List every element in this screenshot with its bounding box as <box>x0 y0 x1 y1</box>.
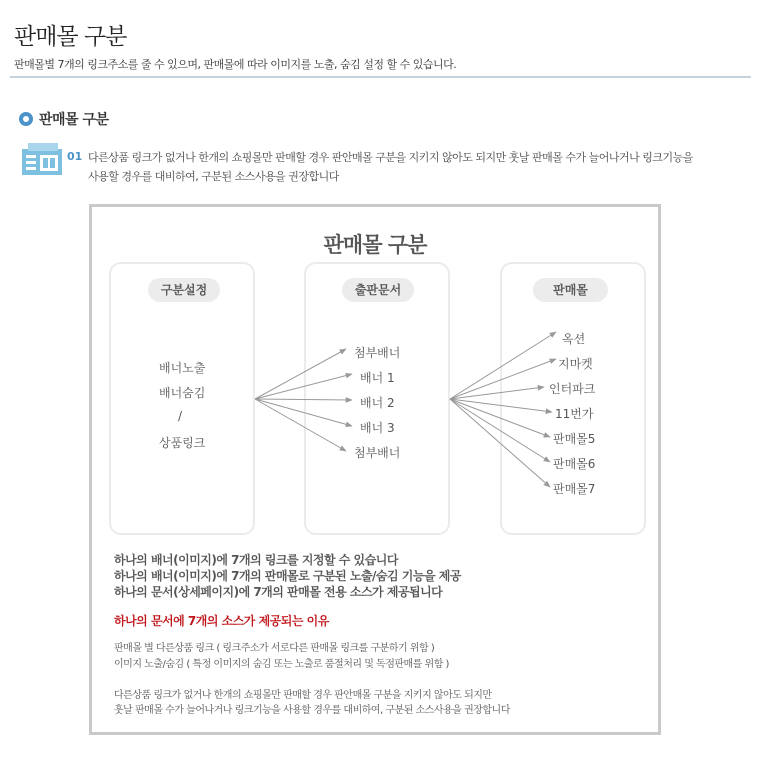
document-item: 첨부배너 <box>354 346 401 360</box>
summary-line: 하나의 배너(이미지)에 7개의 링크를 지정할 수 있습니다 <box>114 553 398 567</box>
reason-line: 이미지 노출/숨김 ( 특정 이미지의 숨김 또는 노출로 품절처리 및 독점판매를 위함 ) <box>114 659 449 670</box>
section-title: 판매몰 구분 <box>39 112 109 128</box>
diagram-frame <box>89 204 661 735</box>
document-item: 배너 1 <box>360 371 395 385</box>
info-text-line-2: 사용할 경우를 대비하여, 구분된 소스사용을 권장합니다 <box>88 170 339 183</box>
info-text-line-1: 다른상품 링크가 없거나 한개의 쇼핑몰만 판매할 경우 판안매몰 구분을 지키지 않아도 되지만 훗날 판매몰 수가 늘어나거나 링크기능을 <box>88 151 693 164</box>
header-divider <box>10 76 751 78</box>
note-line: 훗날 판매몰 수가 늘어나거나 링크기능을 사용할 경우를 대비하여, 구분된 소스사용을 권장합니다 <box>114 705 510 716</box>
document-item: 배너 2 <box>360 396 395 410</box>
mall-item: 판매몰6 <box>553 457 596 471</box>
page-description: 판매몰별 7개의 링크주소를 줄 수 있으며, 판매몰에 따라 이미지를 노출, 숨김 설정 할 수 있습니다. <box>14 58 457 71</box>
store-icon <box>22 143 62 175</box>
reason-line: 판매몰 별 다른상품 링크 ( 링크주소가 서로다른 판매몰 링크를 구분하기 위함 ) <box>114 643 435 654</box>
mall-item: 판매몰7 <box>553 482 596 496</box>
circle-bullet-icon <box>19 112 33 126</box>
reason-title: 하나의 문서에 7개의 소스가 제공되는 이유 <box>114 614 329 628</box>
item-number: 01 <box>67 150 83 163</box>
mall-item: 지마켓 <box>558 357 593 371</box>
page-title: 판매몰 구분 <box>14 24 127 50</box>
documents-header: 출판문서 <box>342 278 414 302</box>
mall-item: 인터파크 <box>549 382 596 396</box>
note-line: 다른상품 링크가 없거나 한개의 쇼핑몰만 판매할 경우 판안매몰 구분을 지키지 않아도 되지만 <box>114 690 492 701</box>
summary-line: 하나의 배너(이미지)에 7개의 판매몰로 구분된 노출/숨김 기능을 제공 <box>114 569 461 583</box>
setting-item: 상품링크 <box>159 436 206 450</box>
setting-header: 구분설정 <box>148 278 220 302</box>
mall-item: 판매몰5 <box>553 432 596 446</box>
summary-line: 하나의 문서(상세페이지)에 7개의 판매몰 전용 소스가 제공됩니다 <box>114 585 443 599</box>
document-item: 첨부배너 <box>354 446 401 460</box>
setting-item: 배너노출 <box>159 361 206 375</box>
setting-item: 배너숨김 <box>159 386 206 400</box>
mall-item: 11번가 <box>555 407 594 421</box>
malls-header: 판매몰 <box>533 278 608 302</box>
info-text <box>88 148 748 186</box>
mall-item: 옥션 <box>562 332 586 346</box>
document-item: 배너 3 <box>360 421 395 435</box>
diagram-title: 판매몰 구분 <box>323 233 427 257</box>
setting-item: / <box>178 409 183 423</box>
